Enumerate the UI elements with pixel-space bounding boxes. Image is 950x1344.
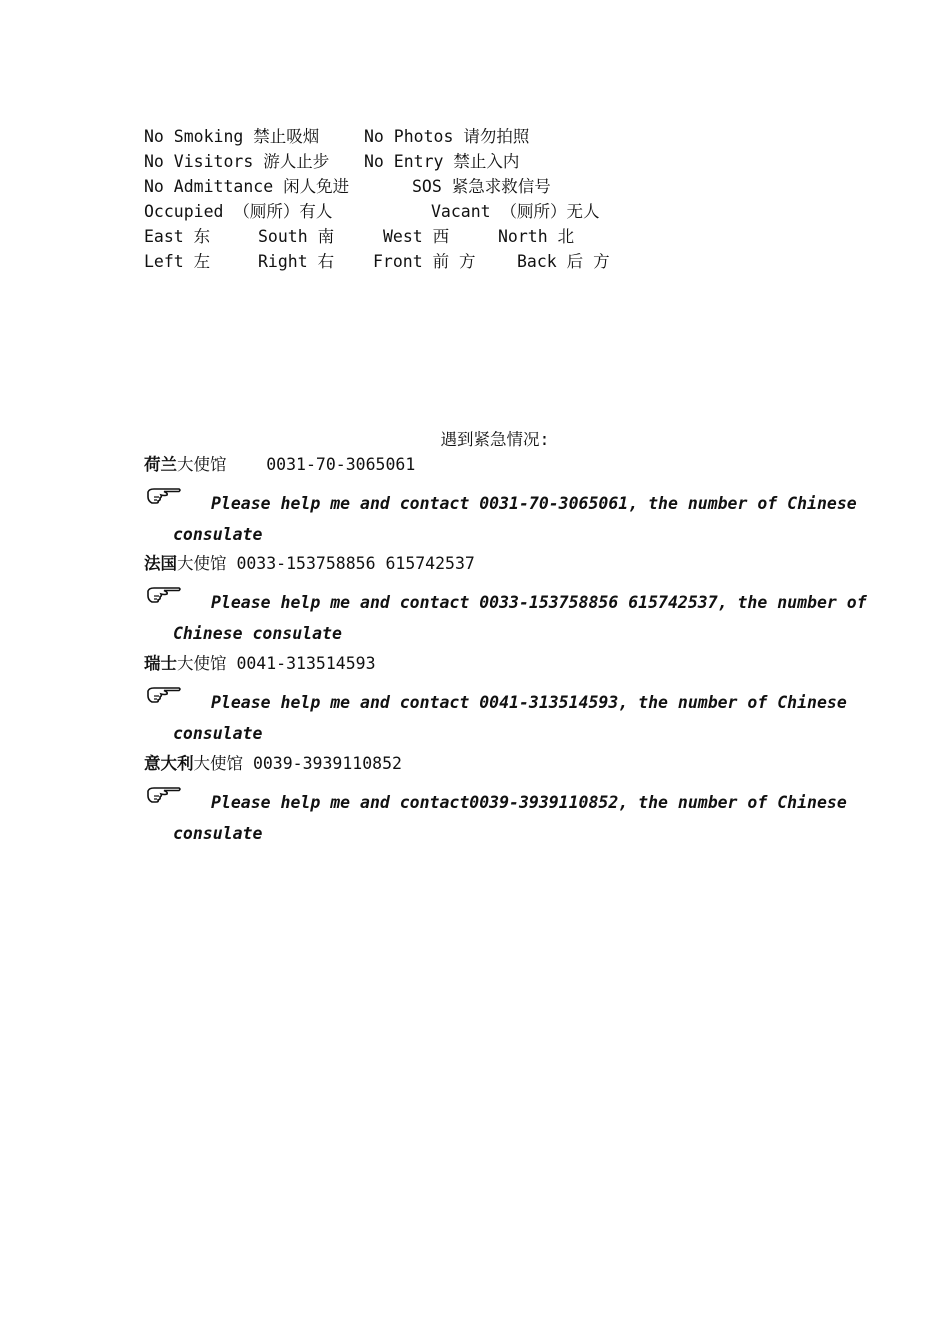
embassy-country: 瑞士 xyxy=(144,654,177,673)
sign-row xyxy=(144,252,610,372)
help-request-line: consulate xyxy=(173,525,263,544)
direction-right: Right 右 xyxy=(258,252,335,271)
embassy-phone: 0039-3939110852 xyxy=(252,754,402,773)
embassy-line xyxy=(144,750,402,774)
embassy-line xyxy=(144,650,376,674)
embassy-label: 大使馆 xyxy=(177,654,227,673)
help-request-line: Chinese consulate xyxy=(173,624,342,643)
help-request-line: Please help me and contact 0041-313514593, the number of Chinese xyxy=(211,693,847,712)
embassy-country: 荷兰 xyxy=(144,455,177,474)
sign-occupied: Occupied （厕所）有人 xyxy=(144,202,333,221)
embassy-phone: 0033-153758856 615742537 xyxy=(236,554,475,573)
pointing-hand-icon xyxy=(146,685,182,705)
direction-east: East 东 xyxy=(144,227,211,246)
sign-no-smoking: No Smoking 禁止吸烟 xyxy=(144,127,320,146)
direction-back: Back 后 方 xyxy=(517,252,610,271)
embassy-line xyxy=(144,550,475,574)
embassy-label: 大使馆 xyxy=(177,554,227,573)
sign-vacant: Vacant （厕所）无人 xyxy=(431,202,600,221)
sign-sos: SOS 紧急求救信号 xyxy=(412,177,551,196)
embassy-phone: 0031-70-3065061 xyxy=(266,455,416,474)
embassy-label: 大使馆 xyxy=(193,754,243,773)
help-request-line: Please help me and contact0039-3939110852, the number of Chinese xyxy=(211,793,847,812)
embassy-phone: 0041-313514593 xyxy=(236,654,376,673)
embassy-line xyxy=(144,451,415,475)
pointing-hand-icon xyxy=(146,785,182,805)
direction-north: North 北 xyxy=(498,227,575,246)
direction-south: South 南 xyxy=(258,227,335,246)
direction-front: Front 前 方 xyxy=(373,252,476,271)
embassy-country: 意大利 xyxy=(144,754,194,773)
help-request-line: Please help me and contact 0033-153758856 615742537, the number of xyxy=(211,593,867,612)
pointing-hand-icon xyxy=(146,585,182,605)
pointing-hand-icon xyxy=(146,486,182,506)
help-request-line: consulate xyxy=(173,824,263,843)
emergency-heading: 遇到紧急情况: xyxy=(440,430,550,449)
embassy-label: 大使馆 xyxy=(177,455,227,474)
sign-no-entry: No Entry 禁止入内 xyxy=(364,152,520,171)
sign-no-visitors: No Visitors 游人止步 xyxy=(144,152,330,171)
sign-no-photos: No Photos 请勿拍照 xyxy=(364,127,530,146)
direction-left: Left 左 xyxy=(144,252,211,271)
embassy-country: 法国 xyxy=(144,554,177,573)
direction-west: West 西 xyxy=(383,227,450,246)
sign-no-admittance: No Admittance 闲人免进 xyxy=(144,177,350,196)
help-request-line: Please help me and contact 0031-70-3065061, the number of Chinese xyxy=(211,494,857,513)
help-request-line: consulate xyxy=(173,724,263,743)
